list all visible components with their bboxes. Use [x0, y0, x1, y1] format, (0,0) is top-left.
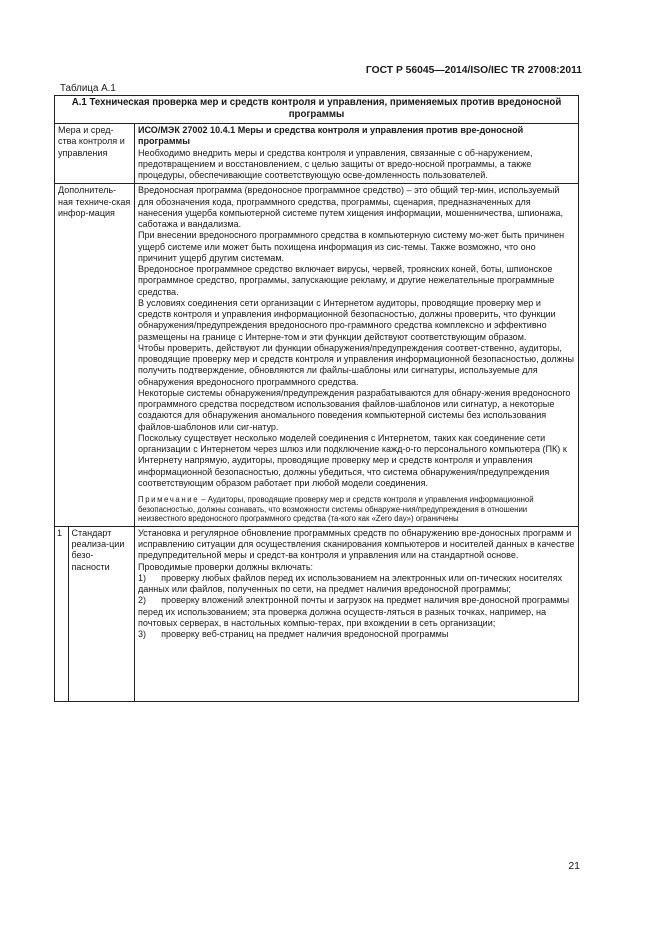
list-item-text: проверку вложений электронной почты и загрузок на предмет наличия вре-доносной программы перед их использованием; эта проверка должна осуществ-ляться в разных точках, например, на почтовых серверах, в настольных компью-терах, при вхождении в сеть организации; — [138, 595, 570, 628]
table-title: А.1 Техническая проверка мер и средств контроля и управления, применяемых против вредоносной программы — [55, 96, 579, 124]
control-text: Необходимо внедрить меры и средства контроля и управления, связанные с об-наружением, предотвращением и восстановлением, с целью защиты от вредо-носной программы, а также процедуры, обеспечивающие соответствующую осве-домленность пользователей. — [138, 147, 533, 180]
table-caption: Таблица А.1 — [60, 83, 116, 94]
table-row — [55, 124, 579, 184]
note-text: – Аудиторы, проводящие проверку мер и средств контроля и управления информационной безопасностью, должны сознавать, что возможности системы обнаруже-ния/предупреждения в отношении неизвестного вредоносного программного средства (та-кого как «Zero day») ограничены — [138, 495, 534, 524]
info-paragraph: Поскольку существует несколько моделей соединения с Интернетом, таких как соединение сети организации с Интернетом через шлюз или подключение кажд-о-го персонального компьютера (ПК) к Интернету напрямую, аудиторы, проводящие проверку мер и средств контроля и управления информационной безопасностью, должны убедиться, что система обнаружения/предупреждения соответствующим образом работает при любой модели соединения. — [138, 432, 567, 488]
info-paragraph: При внесении вредоносного программного средства в компьютерную систему мо-жет быть причинен ущерб системе или может быть похищена информация из сис-темы. Также возможно, что оно причинит ущерб другим системам. — [138, 230, 565, 263]
list-item-number: 2) — [138, 595, 147, 606]
list-item — [138, 595, 575, 629]
list-item-text: проверку веб-страниц на предмет наличия вредоносной программы — [161, 629, 449, 640]
row-label-standard-cell — [55, 526, 135, 701]
row-content-control — [135, 124, 579, 184]
list-item — [138, 573, 575, 596]
info-paragraph: Вредоносная программа (вредоносное программное средство) – это общий тер-мин, используемый для обозначения кода, программного средства, программы, сценария, предназначенных для нанесения ущерба компьютерной системе путем хищения информации, мошенничества, шпионажа, саботажа и вандализма. — [138, 185, 564, 229]
list-item — [138, 629, 575, 640]
note — [138, 495, 575, 524]
controls-table — [54, 95, 579, 702]
row-label-standard-inner — [55, 527, 134, 701]
info-paragraph: Вредоносное программное средство включает вирусы, червей, троянских коней, боты, шпионское программное средство, программы, запускающие рекламу, и другие нежелательные программные средства. — [138, 264, 555, 297]
row-label-standard: Стандарт реализа-ции безо-пасности — [71, 527, 125, 572]
row-content-additional-info — [135, 184, 579, 527]
document-header: ГОСТ Р 56045—2014/ISO/IEC TR 27008:2011 — [365, 65, 582, 76]
note-label: Примечание — [138, 495, 200, 504]
control-heading: ИСО/МЭК 27002 10.4.1 Меры и средства контроля и управления против вре-доносной программы — [138, 125, 524, 147]
standard-intro: Установка и регулярное обновление программных средств по обнаружению вре-доносных программ и исправлению ситуации для осуществления сканирования компьютеров и носителей данных в качестве предупредительной меры и средст-ва контроля и управления или на стандартной основе. Проводимые проверки должны включать: — [138, 527, 575, 572]
row-content-standard — [135, 526, 579, 701]
page-number: 21 — [568, 860, 580, 872]
table-row — [55, 526, 579, 701]
info-paragraph: Некоторые системы обнаружения/предупреждения разрабатываются для обнару-жения вредоносного программного средства посредством использования файлов-шаблонов или сигнатур, а некоторые создаются для обнаружения аномального поведения компьютерной системы без использования файлов-шаблонов или сиг-натур. — [138, 387, 571, 432]
info-paragraph: Чтобы проверить, действуют ли функции обнаружения/предупреждения соответ-ственно, аудиторы, проводящие проверку мер и средств контроля и управления информационной безопасностью, должны получить подтверждение, обновляются ли файлы-шаблоны или сигнатуры, используемые для обнаружения вредоносного программного средства. — [138, 342, 575, 387]
list-item-text: проверку любых файлов перед их использованием на электронных или оп-тических носителях данных или файлов, полученных по сети, на предмет наличия вредоносной программы; — [138, 572, 563, 595]
table-title-row — [55, 96, 579, 124]
info-paragraph: В условиях соединения сети организации с Интернетом аудиторы, проводящие проверку мер и средств контроля и управления информационной безопасностью, должны проверить, что функции обнаружения/предупреждения вредоносного про-граммного средства комплексно и эффективно размещены на границе с Интерне-том и эти функции действуют соответствующим образом. — [138, 297, 556, 342]
row-label-additional-info: Дополнитель-ная техниче-ская инфор-мация — [55, 184, 135, 527]
row-number: 1 — [55, 527, 68, 701]
row-label-control: Мера и сред-ства контроля и управления — [55, 124, 135, 184]
list-item-number: 1) — [138, 572, 147, 583]
table-row — [55, 184, 579, 527]
list-item-number: 3) — [138, 629, 147, 640]
